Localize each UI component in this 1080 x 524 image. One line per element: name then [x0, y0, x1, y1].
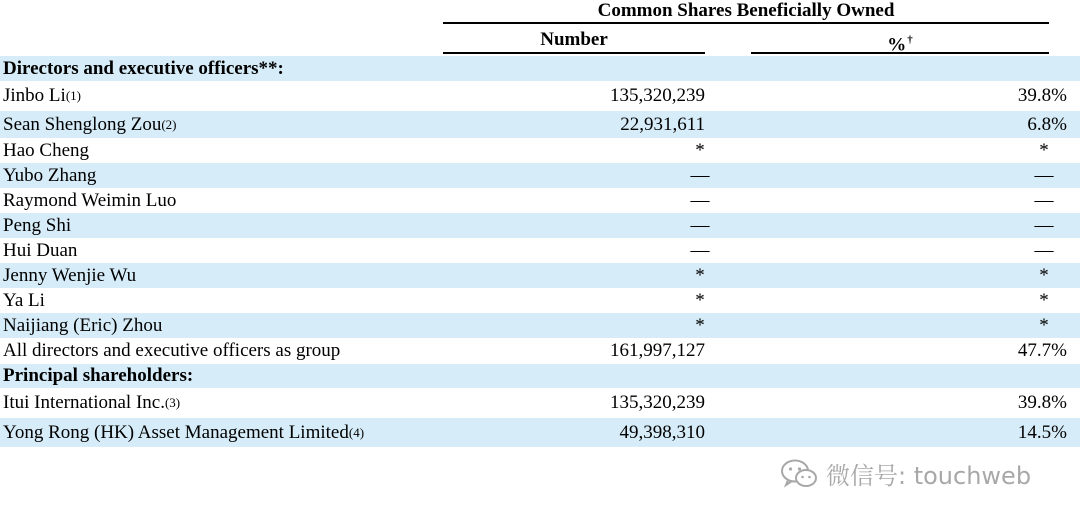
percent-column-header — [751, 28, 1049, 54]
section-title — [3, 364, 193, 388]
watermark-text: 微信号: touchweb — [826, 462, 1032, 490]
holder-name: Yong Rong (HK) Asset Management Limited (4) — [3, 421, 365, 443]
shares-percent: 6.8% — [1027, 113, 1067, 135]
watermark — [780, 456, 1031, 491]
shares-percent: — — [1034, 239, 1054, 261]
table-row — [0, 388, 1080, 418]
holder-name — [3, 163, 96, 188]
section-title — [3, 56, 284, 81]
table-row — [0, 313, 1080, 338]
holder-name — [3, 263, 136, 288]
holder-name — [3, 188, 176, 213]
percent-header-label: % — [887, 34, 907, 56]
holder-name-text: Directors and executive officers**: — [3, 57, 284, 79]
table-row — [0, 138, 1080, 163]
holder-name-text: Yubo Zhang — [3, 164, 97, 186]
holder-name-text: Raymond Weimin Luo — [3, 189, 177, 211]
shares-number: * — [695, 264, 705, 286]
ownership-table — [0, 56, 1080, 447]
shares-number: * — [695, 139, 705, 161]
table-row — [0, 213, 1080, 238]
wechat-icon — [780, 458, 818, 490]
shares-number: 161,997,127 — [610, 340, 705, 361]
shares-percent: * — [1039, 264, 1049, 286]
holder-name — [3, 338, 340, 364]
shares-number: — — [690, 189, 710, 211]
percent-dagger-mark: † — [907, 34, 913, 46]
shares-number: — — [690, 164, 710, 186]
shares-percent: — — [1034, 164, 1054, 186]
shares-percent: * — [1039, 139, 1049, 161]
shares-number: 49,398,310 — [619, 421, 705, 443]
table-row — [0, 188, 1080, 213]
section-header-row — [0, 56, 1080, 81]
holder-name-text: Jinbo Li — [3, 85, 66, 106]
holder-name-text: Yong Rong (HK) Asset Management Limited — [3, 421, 349, 443]
holder-name — [3, 138, 89, 163]
holder-name: Sean Shenglong Zou (2) — [3, 113, 177, 135]
holder-name — [3, 313, 162, 338]
holder-name: Jinbo Li (1) — [3, 85, 81, 106]
table-row — [0, 263, 1080, 288]
shares-percent: — — [1034, 189, 1054, 211]
holder-name-text: Principal shareholders: — [3, 365, 194, 386]
shares-number: — — [690, 239, 710, 261]
holder-name-text: Sean Shenglong Zou — [3, 113, 162, 135]
holder-name-text: Jenny Wenjie Wu — [3, 264, 137, 286]
shares-percent: 39.8% — [1017, 85, 1067, 106]
holder-name-text: Ya Li — [3, 289, 45, 311]
shares-percent: 39.8% — [1017, 392, 1067, 413]
table-row — [0, 338, 1080, 364]
holder-name-text: Itui International Inc. — [3, 392, 165, 413]
holder-name — [3, 288, 45, 313]
shares-number: — — [690, 214, 710, 236]
holder-name — [3, 213, 71, 238]
shares-number: 22,931,611 — [620, 113, 705, 135]
holder-name-text: Naijiang (Eric) Zhou — [3, 314, 163, 336]
shares-percent: 14.5% — [1017, 421, 1067, 443]
table-row — [0, 288, 1080, 313]
shares-number: * — [695, 289, 705, 311]
holder-name — [3, 238, 77, 263]
shares-number: * — [695, 314, 705, 336]
shares-percent: 47.7% — [1017, 340, 1067, 361]
shares-number: 135,320,239 — [610, 85, 705, 106]
holder-name-text: All directors and executive officers as group — [3, 340, 341, 361]
table-row — [0, 163, 1080, 188]
holder-name-text: Hui Duan — [3, 239, 78, 261]
table-row — [0, 111, 1080, 138]
section-header-row — [0, 364, 1080, 388]
number-column-header: Number — [443, 28, 705, 54]
holder-name: Itui International Inc. (3) — [3, 392, 181, 413]
shares-number: 135,320,239 — [610, 392, 705, 413]
table-row — [0, 418, 1080, 447]
table-row — [0, 238, 1080, 263]
shares-percent: — — [1034, 214, 1054, 236]
table-row — [0, 81, 1080, 111]
column-group-header: Common Shares Beneficially Owned — [443, 0, 1049, 24]
holder-name-text: Peng Shi — [3, 214, 72, 236]
shares-percent: * — [1039, 289, 1049, 311]
shares-percent: * — [1039, 314, 1049, 336]
holder-name-text: Hao Cheng — [3, 139, 90, 161]
